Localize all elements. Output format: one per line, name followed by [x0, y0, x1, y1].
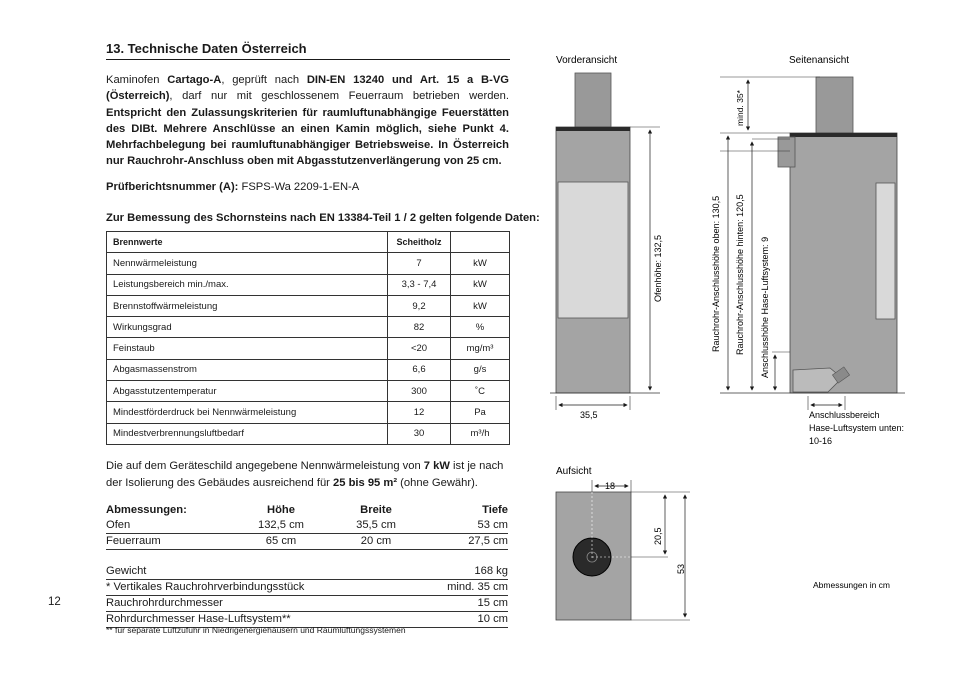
front-top-band: [556, 127, 630, 131]
spec-cell-unit: kW: [451, 253, 510, 274]
spec-cell-name: Abgasstutzentemperatur: [107, 381, 388, 402]
side-anschluss-label-3: 10-16: [809, 436, 833, 446]
side-hase-label: Anschlusshöhe Hase-Luftsystem: 9: [760, 236, 770, 378]
spec-cell-unit: kW: [451, 295, 510, 316]
pruefbericht-value: FSPS-Wa 2209-1-EN-A: [241, 181, 360, 193]
spec-cell-value: 9,2: [388, 295, 451, 316]
nenn-text-1: Die auf dem Geräteschild angegebene Nennwärmeleistung von: [106, 460, 424, 472]
top-view: [556, 480, 690, 620]
extra-label: * Vertikales Rauchrohrverbindungsstück: [106, 581, 305, 593]
spec-cell-unit: m³/h: [451, 423, 510, 444]
extra-label: Gewicht: [106, 565, 147, 577]
intro-text-3: , darf nur mit geschlossenem Feuerraum betrieben werden.: [169, 90, 509, 103]
spec-cell-value: 7: [388, 253, 451, 274]
front-view: [550, 73, 663, 420]
dim-cell: 27,5 cm: [468, 535, 508, 547]
spec-cell-unit: mg/m³: [451, 338, 510, 359]
dim-cell: Feuerraum: [106, 535, 161, 547]
dim-cell: 132,5 cm: [257, 519, 305, 531]
spec-cell-value: 6,6: [388, 359, 451, 380]
spec-cell-value: <20: [388, 338, 451, 359]
side-flue-pipe: [816, 77, 853, 133]
page-number: 12: [48, 596, 61, 608]
side-anschluss-label-1: Anschlussbereich: [809, 410, 880, 420]
front-height-label: Ofenhöhe: 132,5: [653, 234, 663, 302]
front-flue-pipe: [575, 73, 611, 127]
pruefbericht-label: Prüfberichtsnummer (A):: [106, 181, 242, 193]
spec-header-name: Brennwerte: [107, 232, 388, 253]
intro-text-1: Kaminofen: [106, 74, 168, 86]
spec-cell-unit: kW: [451, 274, 510, 295]
side-view-label: Seitenansicht: [789, 55, 850, 66]
spec-cell-name: Mindestförderdruck bei Nennwärmeleistung: [107, 402, 388, 423]
dim-cell: 65 cm: [265, 535, 297, 547]
units-note: Abmessungen in cm: [813, 580, 891, 590]
extra-label: Rohrdurchmesser Hase-Luftsystem**: [106, 613, 291, 625]
dim-cell: 53 cm: [477, 519, 508, 531]
top-18-label: 18: [605, 481, 616, 491]
spec-cell-name: Brennstoffwärmeleistung: [107, 295, 388, 316]
dim-cell: Ofen: [106, 519, 131, 531]
nenn-text-2: ist je nach der Isolierung des Gebäudes ausreichend für: [106, 460, 504, 489]
spec-cell-name: Leistungsbereich min./max.: [107, 274, 388, 295]
intro-text-2: , geprüft nach: [221, 74, 307, 86]
spec-cell-value: 82: [388, 317, 451, 338]
spec-cell-name: Feinstaub: [107, 338, 388, 359]
norm-reference: DIN-EN 13240 und Art. 15 a B-VG (Österreich): [106, 74, 510, 103]
side-window: [876, 183, 895, 319]
top-view-label: Aufsicht: [556, 466, 592, 477]
spec-cell-value: 30: [388, 423, 451, 444]
spec-cell-value: 300: [388, 381, 451, 402]
side-rear-outlet: [778, 137, 795, 167]
extra-value: 15 cm: [477, 597, 508, 609]
bemessung-heading: Zur Bemessung des Schornsteins nach EN 13384-Teil 1 / 2 gelten folgende Daten:: [106, 212, 540, 224]
spec-cell-name: Abgasmassenstrom: [107, 359, 388, 380]
spec-cell-value: 12: [388, 402, 451, 423]
side-anschluss-label-2: Hase-Luftsystem unten:: [809, 423, 905, 433]
footnote: ** für separate Luftzufuhr in Niedrigenergiehäusern und Raumlüftungssystemen: [106, 625, 406, 635]
side-top-band: [790, 133, 897, 137]
spec-cell-name: Wirkungsgrad: [107, 317, 388, 338]
spec-cell-value: 3,3 - 7,4: [388, 274, 451, 295]
front-view-label: Vorderansicht: [556, 55, 618, 66]
extra-value: 168 kg: [474, 565, 508, 577]
spec-cell-name: Nennwärmeleistung: [107, 253, 388, 274]
nenn-value-area: 25 bis 95 m²: [333, 476, 398, 489]
spec-cell-unit: ˚C: [451, 381, 510, 402]
dim-header-tiefe: Tiefe: [482, 504, 508, 516]
dim-cell: 20 cm: [360, 535, 392, 547]
spec-cell-unit: %: [451, 317, 510, 338]
spec-cell-name: Mindestverbrennungsluftbedarf: [107, 423, 388, 444]
extra-label: Rauchrohrdurchmesser: [106, 597, 223, 609]
front-window: [558, 182, 628, 318]
nenn-value-kw: 7 kW: [423, 460, 450, 472]
top-20-5-label: 20,5: [653, 527, 663, 545]
model-name: Cartago-A: [167, 74, 222, 86]
side-rauch-hinten-label: Rauchrohr-Anschlusshöhe hinten: 120,5: [735, 194, 745, 355]
nenn-text-3: (ohne Gewähr).: [397, 476, 478, 489]
dim-cell: 35,5 cm: [356, 519, 396, 531]
top-53-label: 53: [676, 563, 686, 574]
dim-header-label: Abmessungen:: [106, 504, 187, 516]
extra-value: mind. 35 cm: [447, 581, 508, 593]
intro-bold-text: Entspricht den Zulassungskriterien für raumluftunabhängige Feuerstätten des DIBt. Mehrere Anschlüsse an einen Kamin möglich, siehe Punkt 4. Mehrfachbelegung bei raumluftunabhängiger Betriebsweise. In Österreich nur Rauchrohr-Anschluss oben mit Abgasstutzenverlängerung von 25 cm.: [106, 106, 509, 168]
front-width-label: 35,5: [580, 410, 598, 420]
side-rauch-oben-label: Rauchrohr-Anschlusshöhe oben: 130,5: [711, 195, 721, 352]
side-mind35-label: mind. 35*: [735, 90, 745, 126]
side-view: [711, 77, 905, 446]
dim-header-hoehe: Höhe: [267, 504, 295, 516]
extra-value: 10 cm: [477, 613, 508, 625]
spec-cell-unit: Pa: [451, 402, 510, 423]
dim-header-breite: Breite: [360, 504, 392, 516]
spec-cell-unit: g/s: [451, 359, 510, 380]
spec-header-value: Scheitholz: [388, 232, 451, 253]
section-title: 13. Technische Daten Österreich: [106, 41, 510, 60]
